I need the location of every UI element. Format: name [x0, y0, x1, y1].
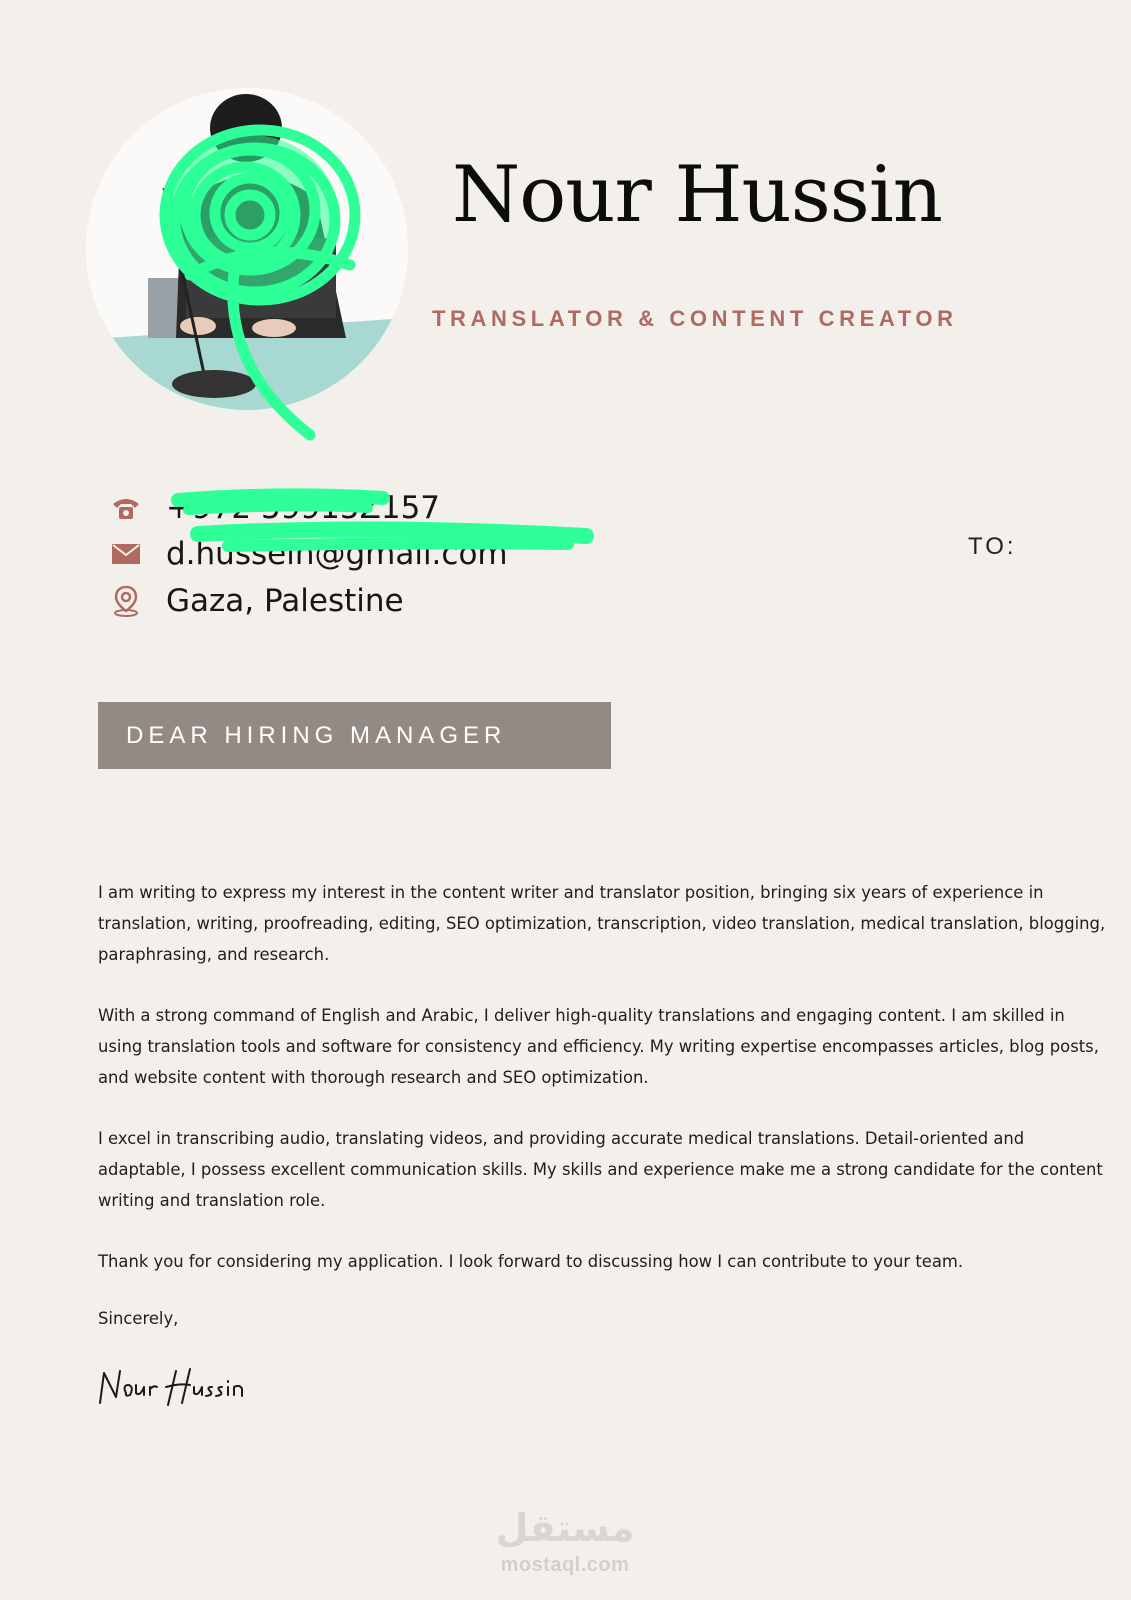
location-text: Gaza, Palestine: [166, 583, 404, 619]
letter-paragraph: I am writing to express my interest in the content writer and translator position, bringing six years of experience in translation, writing, proofreading, editing, SEO optimization, transcription, video translation, medical translation, blogging, paraphrasing, and research.: [98, 883, 1106, 964]
redaction-scribble: [150, 115, 390, 445]
letter-closing: Sincerely,: [98, 1309, 179, 1328]
greeting-banner: [98, 702, 611, 769]
recipient-label: TO:: [968, 533, 1017, 560]
greeting-text: DEAR HIRING MANAGER: [126, 721, 507, 749]
applicant-role: TRANSLATOR & CONTENT CREATOR: [432, 306, 958, 331]
phone-icon: [108, 490, 144, 526]
map-pin-icon: [108, 583, 144, 619]
letter-paragraph: Thank you for considering my application. I look forward to discussing how I can contribute to your team.: [98, 1252, 964, 1271]
watermark-url: mostaql.com: [500, 1554, 630, 1576]
svg-text:مستقل: مستقل: [495, 1506, 635, 1549]
letter-paragraph: I excel in transcribing audio, translating videos, and providing accurate medical translations. Detail-oriented and adaptable, I possess excellent communication skills. My skills and experience make me a strong candidate for the content writing and translation role.: [98, 1129, 1103, 1210]
envelope-icon: [108, 536, 144, 572]
letter-body: [98, 877, 1113, 1307]
phone-number: +972 59915Z157: [166, 490, 441, 526]
mostaql-watermark: [490, 1505, 640, 1577]
mostaql-logo: [490, 1505, 640, 1549]
email-address: d.hussein@gmail.com: [166, 536, 508, 572]
applicant-name: Nour Hussin: [452, 150, 943, 240]
contact-location-row: [108, 581, 404, 621]
contact-redaction: [168, 486, 598, 566]
handwritten-signature: [96, 1365, 256, 1411]
letter-paragraph: With a strong command of English and Arabic, I deliver high-quality translations and engaging content. I am skilled in using translation tools and software for consistency and efficiency. My writing expertise encompasses articles, blog posts, and website content with thorough research and SEO optimization.: [98, 1006, 1099, 1087]
